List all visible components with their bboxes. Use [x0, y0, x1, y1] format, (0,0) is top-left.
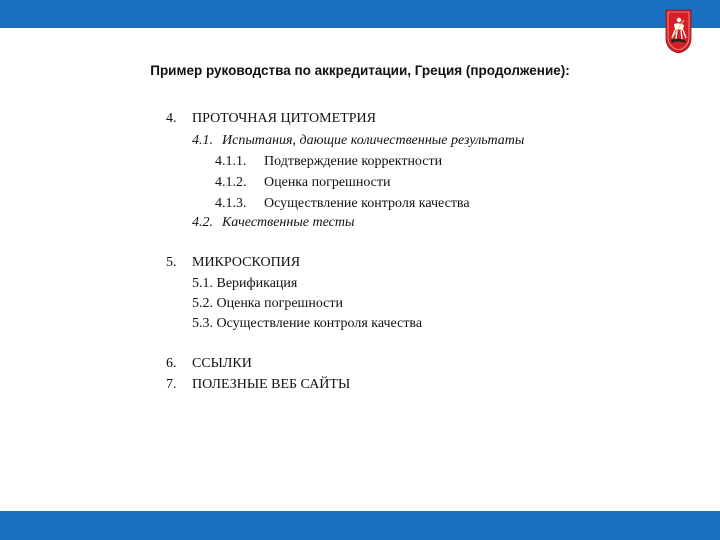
section-number: 7. [166, 377, 177, 392]
section-7 [166, 376, 350, 394]
section-title: Осуществление контроля качества [216, 316, 423, 331]
section-number: 5.2. [192, 296, 213, 311]
section-5-2 [192, 295, 343, 313]
section-title: Осуществление контроля качества [264, 196, 470, 211]
section-number: 4.1.2. [215, 175, 247, 190]
section-4-1-2 [215, 174, 391, 192]
section-4-2 [192, 214, 354, 232]
slide-title: Пример руководства по аккредитации, Греция (продолжение): [150, 63, 570, 78]
section-title: ССЫЛКИ [192, 356, 252, 371]
section-number: 4.1.3. [215, 196, 247, 211]
section-5 [166, 254, 300, 272]
bottom-bar [0, 511, 720, 540]
section-number: 6. [166, 356, 177, 371]
section-number: 4.1.1. [215, 154, 247, 169]
section-title: ПРОТОЧНАЯ ЦИТОМЕТРИЯ [192, 111, 376, 126]
section-number: 5. [166, 255, 177, 270]
section-4-1 [192, 132, 524, 150]
section-title: МИКРОСКОПИЯ [192, 255, 301, 270]
section-number: 5.1. [192, 276, 213, 291]
section-title: ПОЛЕЗНЫЕ ВЕБ САЙТЫ [192, 377, 351, 392]
section-title: Оценка погрешности [264, 175, 391, 190]
section-number: 4.2. [192, 215, 213, 230]
section-5-1 [192, 275, 297, 293]
section-title: Испытания, дающие количественные результаты [222, 133, 525, 148]
section-4-1-1 [215, 153, 442, 171]
section-title: Подтверждение корректности [264, 154, 443, 169]
section-title: Верификация [216, 276, 298, 291]
section-title: Качественные тесты [222, 215, 355, 230]
section-6 [166, 355, 252, 373]
section-5-3 [192, 315, 422, 333]
section-4 [166, 110, 376, 128]
section-number: 4. [166, 111, 177, 126]
section-number: 5.3. [192, 316, 213, 331]
section-number: 4.1. [192, 133, 213, 148]
section-title: Оценка погрешности [216, 296, 344, 311]
section-4-1-3 [215, 195, 470, 213]
top-bar [0, 0, 720, 28]
moscow-coat-of-arms-icon [665, 8, 692, 54]
